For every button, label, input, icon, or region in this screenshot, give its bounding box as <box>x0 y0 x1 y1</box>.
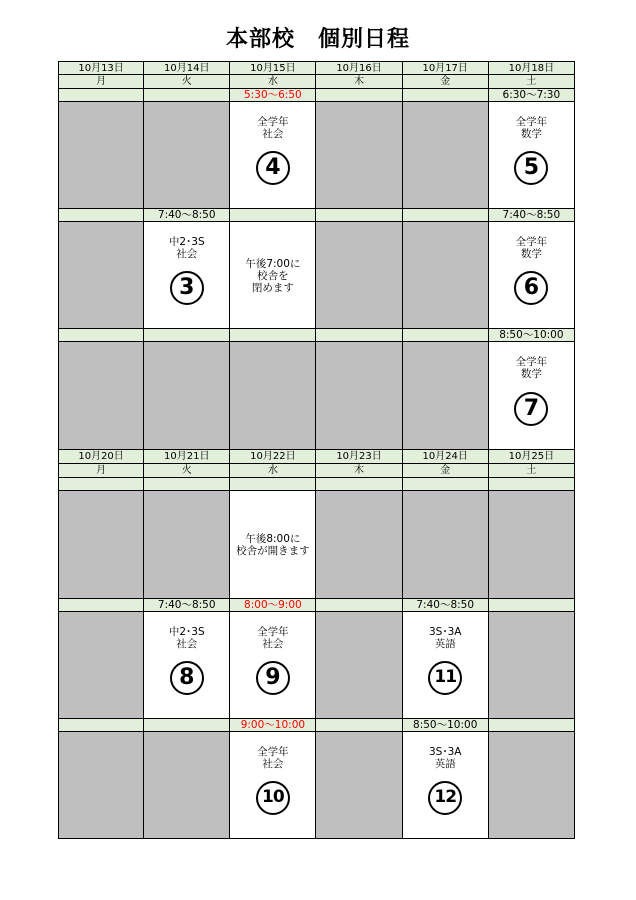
date-cell: 10月23日 <box>316 450 402 464</box>
date-cell: 10月24日 <box>403 450 489 464</box>
grade-label: 中2･3S <box>168 236 205 248</box>
time-slot-cell: 8:50～10:00 <box>489 329 575 342</box>
notice-line: 校舎が開きます <box>236 545 310 557</box>
session-number-badge: 9 <box>256 661 290 695</box>
empty-cell <box>144 491 230 599</box>
empty-cell <box>58 612 144 719</box>
subject-label: 社会 <box>262 638 284 650</box>
time-slot-cell: 5:30～6:50 <box>230 89 316 102</box>
subject-label: 数学 <box>520 368 542 380</box>
date-cell: 10月21日 <box>144 450 230 464</box>
week1-band2-time-row <box>58 209 575 222</box>
date-cell: 10月13日 <box>58 61 144 75</box>
time-slot-cell: 6:30～7:30 <box>489 89 575 102</box>
time-slot-cell: 7:40～8:50 <box>403 599 489 612</box>
weekday-cell: 水 <box>230 464 316 478</box>
date-cell: 10月16日 <box>316 61 402 75</box>
empty-cell <box>403 342 489 450</box>
empty-cell <box>403 222 489 329</box>
week1-dates-row <box>58 61 575 75</box>
time-slot-cell <box>403 89 489 102</box>
session-number-badge: 7 <box>514 392 548 426</box>
week1-block1-lesson-row <box>58 102 575 209</box>
lesson-subject <box>489 236 574 260</box>
session-number-badge: 10 <box>256 781 290 815</box>
week2-block2-lesson-row <box>58 612 575 719</box>
weekday-cell: 木 <box>316 464 402 478</box>
time-slot-cell <box>58 719 144 732</box>
time-slot-cell: 9:00～10:00 <box>230 719 316 732</box>
lesson-cell <box>144 612 230 719</box>
schedule-grid <box>58 61 575 839</box>
week1-days-row <box>58 75 575 89</box>
grade-label: 全学年 <box>257 116 289 128</box>
lesson-cell <box>489 222 575 329</box>
lesson-subject <box>230 746 315 770</box>
time-slot-cell <box>144 478 230 491</box>
empty-cell <box>316 491 402 599</box>
lesson-subject <box>489 116 574 140</box>
session-number-badge: 3 <box>170 271 204 305</box>
lesson-cell <box>144 222 230 329</box>
empty-cell <box>144 102 230 209</box>
time-slot-cell <box>230 329 316 342</box>
subject-label: 英語 <box>434 638 456 650</box>
subject-label: 社会 <box>176 248 198 260</box>
lesson-subject <box>144 626 229 650</box>
time-slot-cell: 7:40～8:50 <box>489 209 575 222</box>
subject-label: 数学 <box>520 128 542 140</box>
time-slot-cell <box>316 329 402 342</box>
time-slot-cell <box>403 329 489 342</box>
notice-line: 午後7:00に <box>245 257 301 270</box>
subject-label: 数学 <box>520 248 542 260</box>
notice-line: 校舎を <box>257 269 289 282</box>
empty-cell <box>316 732 402 839</box>
subject-label: 英語 <box>434 758 456 770</box>
notice-cell <box>230 491 316 599</box>
time-slot-cell <box>316 478 402 491</box>
time-slot-cell: 7:40～8:50 <box>144 209 230 222</box>
grade-label: 3S･3A <box>428 626 462 638</box>
weekday-cell: 金 <box>403 464 489 478</box>
time-slot-cell <box>144 89 230 102</box>
empty-cell <box>58 222 144 329</box>
time-slot-cell <box>58 599 144 612</box>
grade-label: 中2･3S <box>168 626 205 638</box>
time-slot-cell <box>316 209 402 222</box>
grade-label: 全学年 <box>515 116 548 128</box>
date-cell: 10月22日 <box>230 450 316 464</box>
time-slot-cell <box>58 209 144 222</box>
empty-cell <box>316 342 402 450</box>
time-slot-cell: 7:40～8:50 <box>144 599 230 612</box>
grade-label: 全学年 <box>257 626 289 638</box>
empty-cell <box>58 491 144 599</box>
subject-label: 社会 <box>262 758 284 770</box>
weekday-cell: 金 <box>403 75 489 89</box>
time-slot-cell <box>144 329 230 342</box>
empty-cell <box>144 732 230 839</box>
time-slot-cell <box>58 89 144 102</box>
weekday-cell: 土 <box>489 464 575 478</box>
weekday-cell: 木 <box>316 75 402 89</box>
notice-line: 閉めます <box>251 281 294 294</box>
lesson-cell <box>230 732 316 839</box>
grade-label: 全学年 <box>257 746 289 758</box>
empty-cell <box>230 342 316 450</box>
time-slot-cell <box>403 209 489 222</box>
week1-band3-time-row <box>58 329 575 342</box>
weekday-cell: 月 <box>58 464 144 478</box>
empty-cell <box>144 342 230 450</box>
lesson-cell <box>489 342 575 450</box>
lesson-subject <box>403 746 488 770</box>
lesson-subject <box>230 626 315 650</box>
date-cell: 10月18日 <box>489 61 575 75</box>
time-slot-cell <box>316 599 402 612</box>
empty-cell <box>489 732 575 839</box>
date-cell: 10月20日 <box>58 450 144 464</box>
date-cell: 10月25日 <box>489 450 575 464</box>
week2-block3-lesson-row <box>58 732 575 839</box>
notice-cell <box>230 222 316 329</box>
lesson-subject <box>489 356 574 380</box>
grade-label: 全学年 <box>515 236 548 248</box>
time-slot-cell <box>144 719 230 732</box>
time-slot-cell <box>489 719 575 732</box>
empty-cell <box>58 342 144 450</box>
session-number-badge: 11 <box>428 661 462 695</box>
time-slot-cell: 8:50～10:00 <box>403 719 489 732</box>
empty-cell <box>316 612 402 719</box>
lesson-cell <box>230 102 316 209</box>
week1-block3-lesson-row <box>58 342 575 450</box>
school-notice <box>230 258 315 294</box>
week2-days-row <box>58 464 575 478</box>
time-slot-cell <box>58 478 144 491</box>
time-slot-cell <box>230 209 316 222</box>
weekday-cell: 月 <box>58 75 144 89</box>
empty-cell <box>316 222 402 329</box>
lesson-cell <box>403 732 489 839</box>
week1-block2-lesson-row <box>58 222 575 329</box>
empty-cell <box>489 612 575 719</box>
time-slot-cell <box>316 89 402 102</box>
session-number-badge: 5 <box>514 151 548 185</box>
notice-line: 午後8:00に <box>245 533 301 545</box>
week2-block1-lesson-row <box>58 491 575 599</box>
grade-label: 全学年 <box>515 356 548 368</box>
empty-cell <box>58 732 144 839</box>
weekday-cell: 水 <box>230 75 316 89</box>
lesson-subject <box>230 116 315 140</box>
time-slot-cell: 8:00～9:00 <box>230 599 316 612</box>
weekday-cell: 土 <box>489 75 575 89</box>
grade-label: 3S･3A <box>428 746 462 758</box>
date-cell: 10月15日 <box>230 61 316 75</box>
date-cell: 10月14日 <box>144 61 230 75</box>
subject-label: 社会 <box>262 128 284 140</box>
session-number-badge: 4 <box>256 151 290 185</box>
empty-cell <box>403 102 489 209</box>
time-slot-cell <box>403 478 489 491</box>
school-notice <box>230 533 315 557</box>
lesson-cell <box>230 612 316 719</box>
empty-cell <box>403 491 489 599</box>
time-slot-cell <box>489 478 575 491</box>
page-title: 本部校 個別日程 <box>225 27 410 52</box>
lesson-subject <box>144 236 229 260</box>
lesson-cell <box>489 102 575 209</box>
empty-cell <box>489 491 575 599</box>
empty-cell <box>316 102 402 209</box>
week2-band2-time-row <box>58 599 575 612</box>
session-number-badge: 6 <box>514 271 548 305</box>
subject-label: 社会 <box>176 638 198 650</box>
weekday-cell: 火 <box>144 464 230 478</box>
time-slot-cell <box>489 599 575 612</box>
week1-band1-time-row <box>58 89 575 102</box>
session-number-badge: 8 <box>170 661 204 695</box>
week2-band3-time-row <box>58 719 575 732</box>
date-cell: 10月17日 <box>403 61 489 75</box>
time-slot-cell <box>316 719 402 732</box>
week2-band1-time-row <box>58 478 575 491</box>
week2-dates-row <box>58 450 575 464</box>
time-slot-cell <box>58 329 144 342</box>
lesson-cell <box>403 612 489 719</box>
weekday-cell: 火 <box>144 75 230 89</box>
session-number-badge: 12 <box>428 781 462 815</box>
time-slot-cell <box>230 478 316 491</box>
lesson-subject <box>403 626 488 650</box>
empty-cell <box>58 102 144 209</box>
